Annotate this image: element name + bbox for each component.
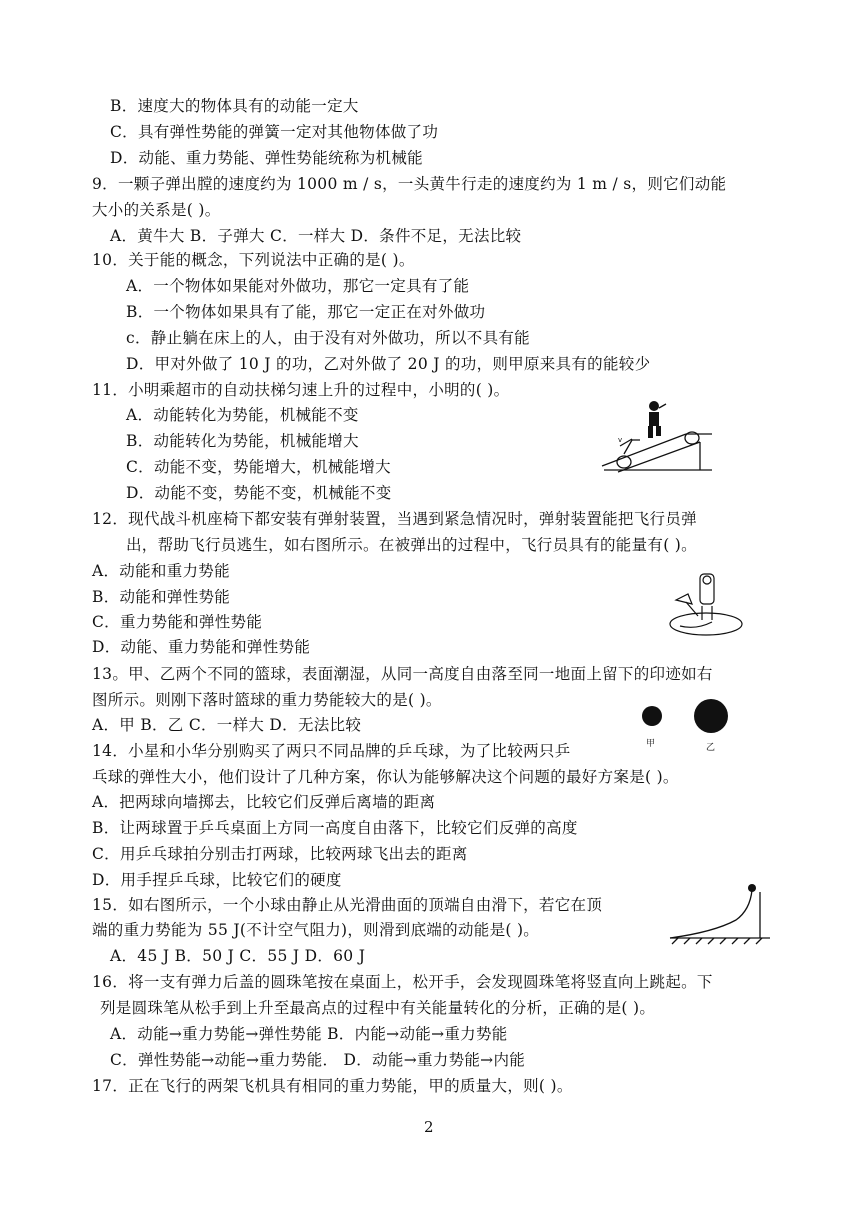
- text-line: D．动能、重力势能和弹性势能: [92, 638, 311, 656]
- label-jia: 甲: [646, 739, 656, 749]
- ejection-seat-figure: [666, 566, 750, 644]
- text-line: c．静止躺在床上的人，由于没有对外做功，所以不具有能: [126, 329, 530, 347]
- text-line: 大小的关系是( )。: [92, 201, 221, 219]
- text-line: 乓球的弹性大小，他们设计了几种方案，你认为能够解决这个问题的最好方案是( )。: [92, 768, 679, 786]
- text-line: 17．正在飞行的两架飞机具有相同的重力势能，甲的质量大，则( )。: [92, 1077, 573, 1095]
- text-line: A．动能和重力势能: [92, 562, 230, 580]
- text-line: 13。甲、乙两个不同的篮球，表面潮湿，从同一高度自由落至同一地面上留下的印迹如右: [92, 665, 713, 683]
- imprint-jia: [642, 706, 662, 726]
- escalator-figure: [596, 392, 718, 478]
- label-yi: 乙: [706, 743, 716, 752]
- text-line: 14．小星和小华分别购买了两只不同品牌的乒乓球，为了比较两只乒: [92, 742, 571, 760]
- text-line: B．速度大的物体具有的动能一定大: [110, 97, 359, 115]
- text-line: A．一个物体如果能对外做功，那它一定具有了能: [126, 277, 470, 295]
- text-line: A．把两球向墙掷去，比较它们反弹后离墙的距离: [92, 793, 436, 811]
- text-line: C．动能不变，势能增大，机械能增大: [126, 458, 391, 476]
- text-line: A．45 J B．50 J C．55 J D．60 J: [110, 947, 366, 965]
- person-icon: [648, 401, 661, 438]
- text-line: D．动能不变，势能不变，机械能不变: [126, 484, 392, 502]
- text-line: 12．现代战斗机座椅下都安装有弹射装置，当遇到紧急情况时，弹射装置能把飞行员弹: [92, 510, 697, 528]
- text-line: 列是圆珠笔从松手到上升至最高点的过程中有关能量转化的分析，正确的是( )。: [100, 999, 656, 1017]
- text-line: 图所示。则刚下落时篮球的重力势能较大的是( )。: [92, 691, 442, 709]
- text-line: A．黄牛大 B．子弹大 C．一样大 D．条件不足，无法比较: [110, 227, 522, 245]
- page-number: 2: [424, 1118, 434, 1136]
- text-line: C．重力势能和弹性势能: [92, 613, 263, 631]
- text-line: B．动能转化为势能，机械能增大: [126, 432, 359, 450]
- text-line: B．一个物体如果具有了能，那它一定正在对外做功: [126, 303, 486, 321]
- text-line: 11．小明乘超市的自动扶梯匀速上升的过程中，小明的( )。: [92, 381, 510, 399]
- text-line: A．动能转化为势能，机械能不变: [126, 406, 359, 424]
- text-line: D．动能、重力势能、弹性势能统称为机械能: [110, 149, 423, 167]
- text-line: 9．一颗子弹出膛的速度约为 1000 m / s，一头黄牛行走的速度约为 1 m / s，则它们动能: [92, 175, 727, 193]
- text-line: 16．将一支有弹力后盖的圆珠笔按在桌面上，松开手，会发现圆珠笔将竖直向上跳起。下: [92, 973, 713, 991]
- arrow-label: v: [618, 436, 623, 444]
- imprint-yi: [694, 699, 728, 733]
- text-line: D．用手捏乒乓球，比较它们的硬度: [92, 871, 342, 889]
- text-line: C．用乒乓球拍分别击打两球，比较两球飞出去的距离: [92, 845, 468, 863]
- text-line: 15．如右图所示，一个小球由静止从光滑曲面的顶端自由滑下，若它在顶: [92, 896, 603, 914]
- text-line: A．甲 B．乙 C．一样大 D．无法比较: [92, 716, 362, 734]
- text-line: C．弹性势能→动能→重力势能． D．动能→重力势能→内能: [110, 1051, 526, 1069]
- text-line: B．动能和弹性势能: [92, 588, 231, 606]
- text-line: 10．关于能的概念，下列说法中正确的是( )。: [92, 251, 415, 269]
- text-line: 端的重力势能为 55 J(不计空气阻力)，则滑到底端的动能是( )。: [92, 921, 540, 939]
- text-line: A．动能→重力势能→弹性势能 B．内能→动能→重力势能: [110, 1025, 508, 1043]
- ball-icon: [748, 884, 756, 892]
- ball-imprint-figure: [626, 690, 742, 752]
- text-line: B．让两球置于乒乓桌面上方同一高度自由落下，比较它们反弹的高度: [92, 819, 578, 837]
- curved-slope-figure: [664, 880, 776, 948]
- text-line: D．甲对外做了 10 J 的功，乙对外做了 20 J 的功，则甲原来具有的能较少: [126, 355, 651, 373]
- text-line: C．具有弹性势能的弹簧一定对其他物体做了功: [110, 123, 439, 141]
- text-line: 出，帮助飞行员逃生，如右图所示。在被弹出的过程中，飞行员具有的能量有( )。: [126, 536, 697, 554]
